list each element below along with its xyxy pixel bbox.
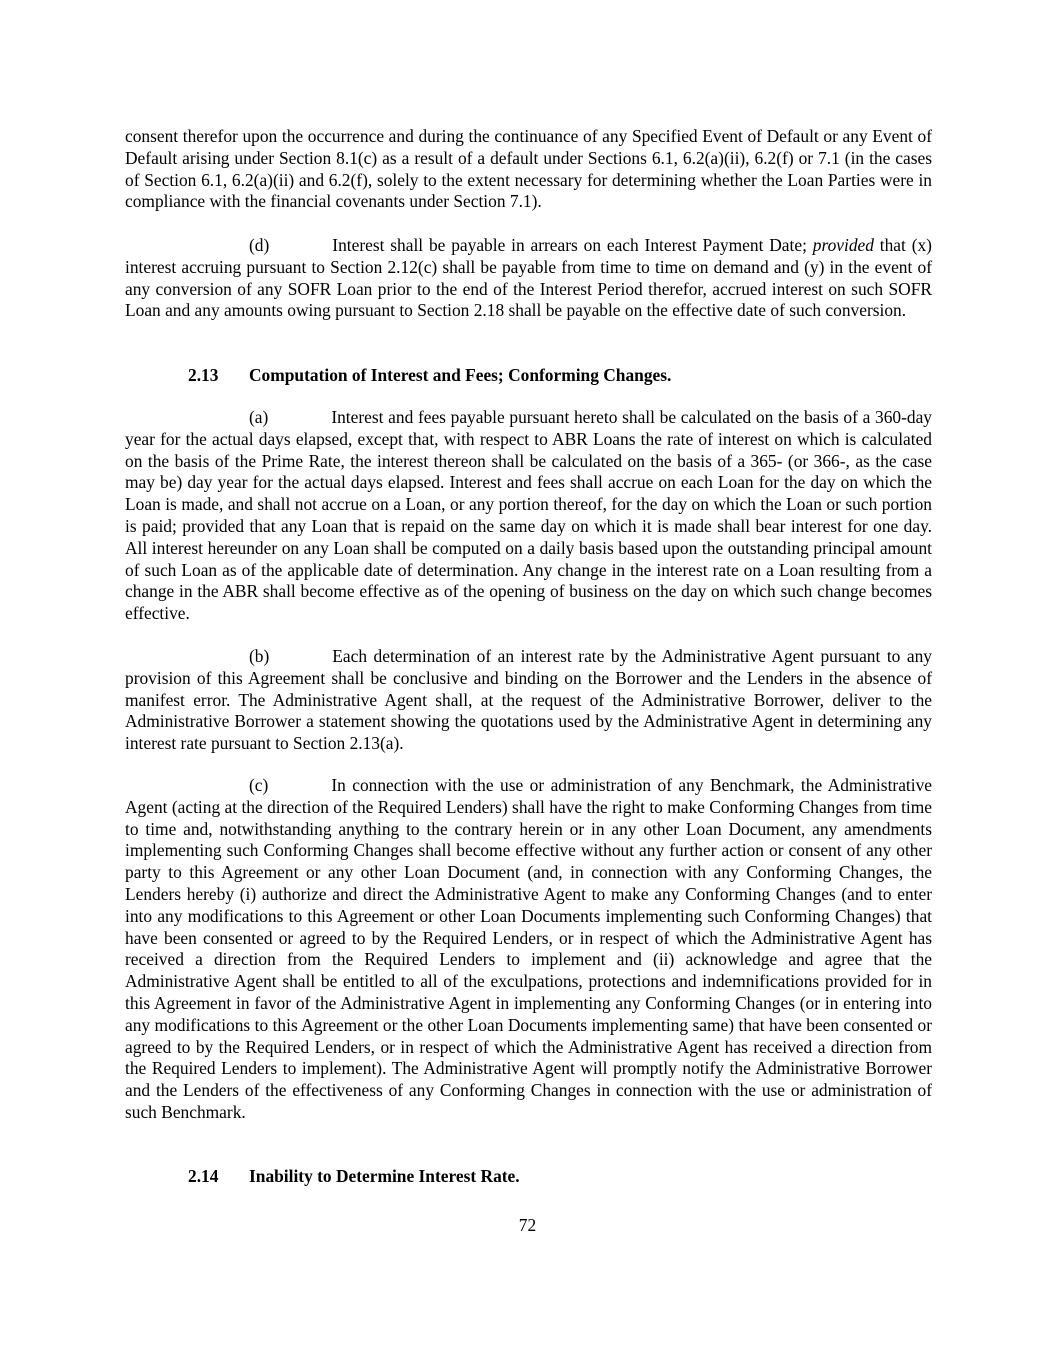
page-number: 72 <box>518 1215 537 1235</box>
section-number: 2.14 <box>188 1166 219 1186</box>
paragraph-d-emphasis: provided <box>812 235 874 255</box>
paragraph-d-label: (d) <box>249 235 270 255</box>
section-title: Computation of Interest and Fees; Conforming Changes. <box>249 365 672 385</box>
section-number: 2.13 <box>188 365 219 385</box>
paragraph-d <box>125 235 932 322</box>
section-title: Inability to Determine Interest Rate. <box>249 1166 520 1186</box>
paragraph-continuation: consent therefor upon the occurrence and during the continuance of any Specified Event of Default or any Event of Default arising under Section 8.1(c) as a result of a default under Sections 6.1, 6.2(a)(ii), 6.2(f) or 7.1 (in the cases of Section 6.1, 6.2(a)(ii) and 6.2(f), solely to the extent necessary for determining whether the Loan Parties were in compliance with the financial covenants under Section 7.1). <box>125 126 932 212</box>
paragraph-b <box>125 646 932 755</box>
section-heading-2-14 <box>188 1166 520 1188</box>
paragraph-c-label: (c) <box>249 775 269 795</box>
paragraph-d-text-after: that (x) interest accruing pursuant to Section 2.12(c) shall be payable from time to time on demand and (y) in the event of any conversion of any SOFR Loan prior to the end of the Interest Period therefor, accrued interest on such SOFR Loan and any amounts owing pursuant to Section 2.18 shall be payable on the effective date of such conversion. <box>125 235 932 321</box>
section-heading-2-13 <box>188 365 671 387</box>
paragraph-b-text: Each determination of an interest rate by the Administrative Agent pursuant to any provision of this Agreement shall be conclusive and binding on the Borrower and the Lenders in the absence of manifest error. The Administrative Agent shall, at the request of the Administrative Borrower, deliver to the Administrative Borrower a statement showing the quotations used by the Administrative Agent in determining any interest rate pursuant to Section 2.13(a). <box>125 646 932 754</box>
paragraph-a-label: (a) <box>249 407 269 427</box>
paragraph-a <box>125 407 932 625</box>
paragraph-b-label: (b) <box>249 646 270 666</box>
paragraph-c <box>125 775 932 1124</box>
paragraph-c-text: In connection with the use or administration of any Benchmark, the Administrative Agent (acting at the direction of the Required Lenders) shall have the right to make Conforming Changes from time to time and, notwithstanding anything to the contrary herein or in any other Loan Document, any amendments implementing such Conforming Changes shall become effective without any further action or consent of any other party to this Agreement or any other Loan Document (and, in connection with any Conforming Changes, the Lenders hereby (i) authorize and direct the Administrative Agent to make any Conforming Changes (and to enter into any modifications to this Agreement or other Loan Documents implementing such Conforming Changes) that have been consented or agreed to by the Required Lenders, or in respect of which the Administrative Agent has received a direction from the Required Lenders to implement and (ii) acknowledge and agree that the Administrative Agent shall be entitled to all of the exculpations, protections and indemnifications provided for in this Agreement in favor of the Administrative Agent in implementing any Conforming Changes (or in entering into any modifications to this Agreement or the other Loan Documents implementing same) that have been consented or agreed to by the Required Lenders, or in respect of which the Administrative Agent has received a direction from the Required Lenders to implement). The Administrative Agent will promptly notify the Administrative Borrower and the Lenders of the effectiveness of any Conforming Changes in connection with the use or administration of such Benchmark. <box>125 775 932 1122</box>
paragraph-d-text-before: Interest shall be payable in arrears on each Interest Payment Date; <box>332 235 807 255</box>
paragraph-a-text: Interest and fees payable pursuant hereto shall be calculated on the basis of a 360-day year for the actual days elapsed, except that, with respect to ABR Loans the rate of interest on which is calculated on the basis of the Prime Rate, the interest thereon shall be calculated on the basis of a 365- (or 366-, as the case may be) day year for the actual days elapsed. Interest and fees shall accrue on each Loan for the day on which the Loan is made, and shall not accrue on a Loan, or any portion thereof, for the day on which the Loan or such portion is paid; provided that any Loan that is repaid on the same day on which it is made shall bear interest for one day. All interest hereunder on any Loan shall be computed on a daily basis based upon the outstanding principal amount of such Loan as of the applicable date of determination. Any change in the interest rate on a Loan resulting from a change in the ABR shall become effective as of the opening of business on the day on which such change becomes effective. <box>125 407 932 624</box>
